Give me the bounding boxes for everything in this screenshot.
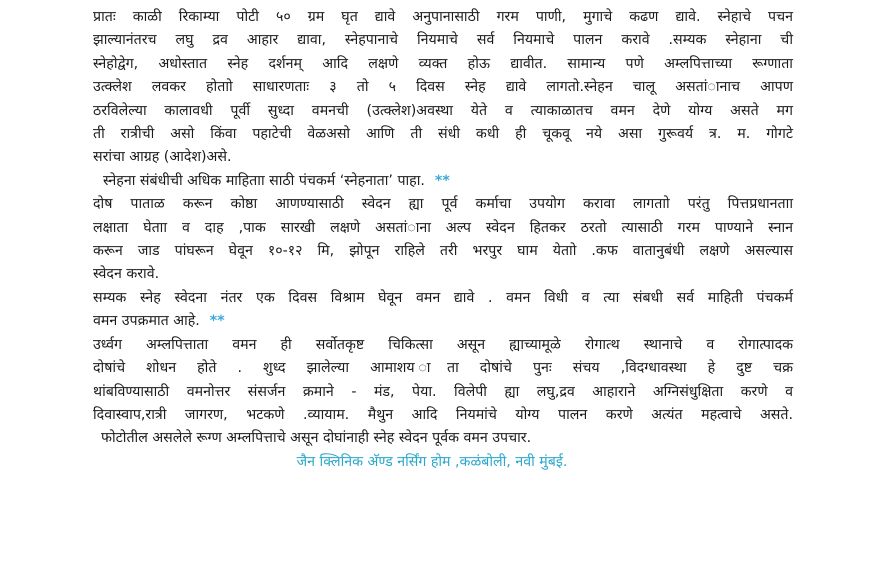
text-line: थांबविण्यासाठी वमनोत्तर संसर्जन क्रमाने - मंड, पेया. विलेपी ह्या लघु,द्रव आहाराने अग्निसंधुक्षिता करणे व <box>93 383 793 400</box>
paragraph-snehana-reference <box>93 170 793 193</box>
text-line: ठरविलेल्या कालावधी पूर्वी सुध्दा वमनची (उत्क्लेश)अवस्था येते व त्याकाळातच वमन देणे योग्य असते मग <box>93 102 793 119</box>
document-body <box>93 6 793 474</box>
clinic-name: जैन क्लिनिक अ‍ॅण्ड नर्सिंग होम ,कळंबोली, नवी मुंबई. <box>296 453 568 470</box>
text-line <box>93 310 793 333</box>
text-line: लक्षाता घेताा व दाह ,पाक सारखी लक्षणे असतांाना अल्प स्वेदन हितकर ठरतो त्यासाठी गरम पाण्याने स्नान <box>93 219 793 236</box>
text-line: स्नेहोद्वेग, अधोस्तात स्नेह दर्शनम् आदि लक्षणे व्यक्त होऊ द्यावीत. सामान्य पणे अम्लपित्ताच्या रूग्णाता <box>93 55 793 72</box>
text-line: स्वेदन करावे. <box>93 266 160 283</box>
clinic-footer <box>93 451 793 474</box>
text-line: झाल्यानंतरच लघु द्रव आहार द्यावा, स्नेहपानाचे नियमाचे सर्व नियमाचे पालन करावे .सम्यक स्नेहाना ची <box>93 32 793 49</box>
paragraph-swedan <box>93 193 793 287</box>
text-line: सरांचा आग्रह (आदेश)असे. <box>93 149 232 166</box>
text-line <box>93 170 793 193</box>
reference-text: स्नेहना संबंधीची अधिक माहिताा साठी पंचकर्म ‘स्नेहनाता’ पाहा. <box>103 172 425 189</box>
text-line: प्रातः काळी रिकाम्या पोटी ५० ग्रम घृत द्यावे अनुपानासाठी गरम पाणी, मुगाचे कढण द्यावे. स्नेहाचे पचन <box>93 9 793 25</box>
text-line: ती रात्रीची असो किंवा पहाटेची वेळअसो आणि ती संधी कधी ही चूकवू नये असा गुरूवर्य त्र. म. गोगटे <box>93 126 793 143</box>
text-line: सम्यक स्नेह स्वेदना नंतर एक दिवस विश्राम घेवून वमन द्यावे . वमन विधी व त्या संबधी सर्व माहिती पंचकर्म <box>93 289 793 306</box>
text-line: उर्ध्वग अम्लपित्ताता वमन ही सर्वोतकृष्ट चिकित्सा असून ह्याच्यामूळे रोगात्थ स्थानाचे व रोगात्पादक <box>93 336 793 353</box>
text-line: दोष पाताळ करून कोष्ठा आणण्यासाठी स्वेदन ह्या पूर्व कर्माचा उपयोग करावा लागताो परंतु पित्तप्रधानताा <box>93 196 793 213</box>
footnote-stars: ** <box>434 172 450 189</box>
paragraph-vaman <box>93 287 793 334</box>
text-line: करून जाड पांघरून घेवून १०-१२ मि, झोपून राहिले तरी भरपुर घाम येताो .कफ वातानुबंधी लक्षणे असल्यास <box>93 243 793 260</box>
paragraph-photo-note <box>93 427 793 450</box>
paragraph-snehapan <box>93 6 793 170</box>
footnote-stars: ** <box>209 313 225 330</box>
text-line: दोषांचे शोधन होते . शुध्द झालेल्या आमाशय ाता दोषांचे पुनः संचय ,विदग्धावस्था हे दुष्ट चक्र <box>93 360 793 377</box>
text-line: फोटोतील असलेले रूग्ण अम्लपित्ताचे असून दोघांनाही स्नेह स्वेदन पूर्वक वमन उपचार. <box>101 430 532 447</box>
text-line: उत्क्लेश लवकर होताो साधारणताः ३ तो ५ दिवस स्नेह द्यावे लागतो.स्नेहन चालू असतांानाच आपण <box>93 79 793 96</box>
vaman-reference-text: वमन उपक्रमात आहे. <box>93 313 200 330</box>
text-line: दिवास्वाप,रात्री जागरण, भटकणे .व्यायाम. मैथुन आदि नियमांचे योग्य पालन करणे अत्यंत महत्वाचे असते. <box>93 406 793 423</box>
paragraph-urdhvag <box>93 334 793 428</box>
